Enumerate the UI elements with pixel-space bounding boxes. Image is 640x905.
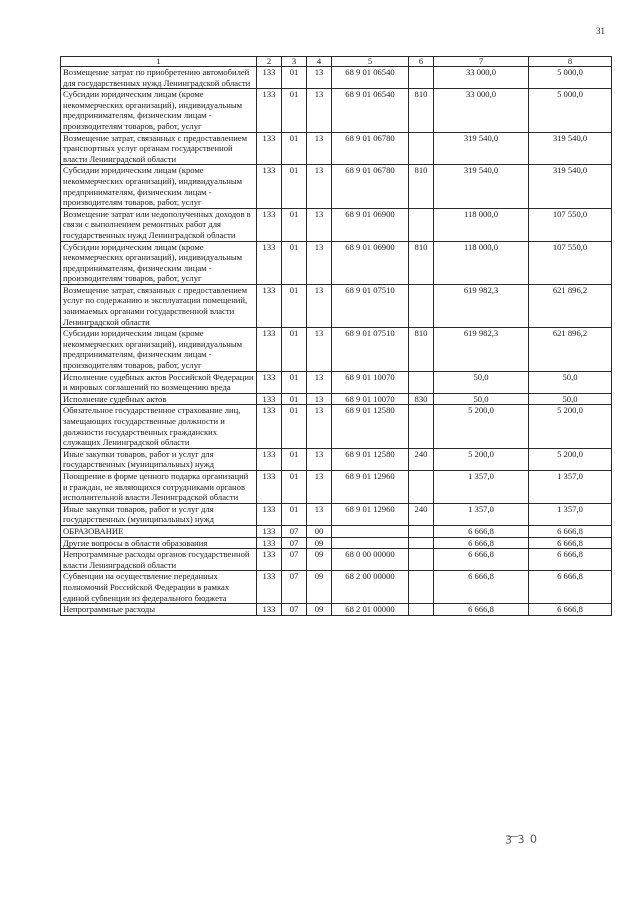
row-name-cell: Возмещение затрат, связанных с предоставлением транспортных услуг органам государственной власти Ленинградской области xyxy=(61,132,257,165)
table-header-row xyxy=(61,57,612,67)
row-code-cell: 133 xyxy=(257,393,282,405)
header-cell: 4 xyxy=(307,57,332,67)
row-target-cell: 68 9 01 06780 xyxy=(332,165,409,208)
row-target-cell: 68 9 01 12580 xyxy=(332,405,409,448)
row-amount-1-cell: 619 982,3 xyxy=(434,284,529,327)
table-row xyxy=(61,284,612,327)
row-amount-2-cell: 50,0 xyxy=(529,371,612,393)
row-amount-1-cell: 319 540,0 xyxy=(434,132,529,165)
table-row xyxy=(61,165,612,208)
row-section-cell: 07 xyxy=(282,604,307,616)
row-type-cell: 830 xyxy=(409,393,434,405)
row-section-cell: 07 xyxy=(282,549,307,571)
row-code-cell: 133 xyxy=(257,604,282,616)
header-cell: 7 xyxy=(434,57,529,67)
row-amount-2-cell: 107 550,0 xyxy=(529,241,612,284)
row-target-cell: 68 2 00 00000 xyxy=(332,571,409,604)
header-cell: 5 xyxy=(332,57,409,67)
row-name-cell: ОБРАЗОВАНИЕ xyxy=(61,525,257,537)
row-section-cell: 01 xyxy=(282,393,307,405)
row-type-cell: 240 xyxy=(409,448,434,470)
row-amount-1-cell: 6 666,8 xyxy=(434,525,529,537)
table-row xyxy=(61,448,612,470)
row-code-cell: 133 xyxy=(257,549,282,571)
row-amount-1-cell: 5 200,0 xyxy=(434,448,529,470)
table-row xyxy=(61,67,612,89)
table-row xyxy=(61,328,612,371)
row-target-cell: 68 9 01 06540 xyxy=(332,67,409,89)
row-target-cell: 68 9 01 10070 xyxy=(332,393,409,405)
row-section-cell: 01 xyxy=(282,241,307,284)
row-type-cell xyxy=(409,371,434,393)
table-row xyxy=(61,604,612,616)
row-amount-2-cell: 6 666,8 xyxy=(529,571,612,604)
row-target-cell xyxy=(332,537,409,549)
row-subsection-cell: 13 xyxy=(307,132,332,165)
header-cell: 1 xyxy=(61,57,257,67)
row-name-cell: Иные закупки товаров, работ и услуг для государственных (муниципальных) нужд xyxy=(61,448,257,470)
row-amount-2-cell: 50,0 xyxy=(529,393,612,405)
row-target-cell: 68 9 01 07510 xyxy=(332,284,409,327)
row-section-cell: 07 xyxy=(282,525,307,537)
row-section-cell: 07 xyxy=(282,571,307,604)
row-amount-1-cell: 1 357,0 xyxy=(434,503,529,525)
row-name-cell: Исполнение судебных актов Российской Федерации и мировых соглашений по возмещению вреда xyxy=(61,371,257,393)
row-code-cell: 133 xyxy=(257,67,282,89)
table-row xyxy=(61,241,612,284)
row-section-cell: 01 xyxy=(282,284,307,327)
row-subsection-cell: 13 xyxy=(307,67,332,89)
row-code-cell: 133 xyxy=(257,241,282,284)
row-type-cell xyxy=(409,67,434,89)
row-amount-1-cell: 5 200,0 xyxy=(434,405,529,448)
row-subsection-cell: 09 xyxy=(307,537,332,549)
row-code-cell: 133 xyxy=(257,470,282,503)
row-name-cell: Возмещение затрат или недополученных доходов в связи с выполнением ремонтных работ для государственных нужд Ленинградской области xyxy=(61,208,257,241)
row-code-cell: 133 xyxy=(257,371,282,393)
row-type-cell: 810 xyxy=(409,328,434,371)
row-target-cell xyxy=(332,525,409,537)
table-row xyxy=(61,503,612,525)
row-name-cell: Субсидии юридическим лицам (кроме некоммерческих организаций), индивидуальным предпринимателям, физическим лицам - производителям товаров, работ, услуг xyxy=(61,241,257,284)
row-name-cell: Субсидии юридическим лицам (кроме некоммерческих организаций), индивидуальным предпринимателям, физическим лицам - производителям товаров, работ, услуг xyxy=(61,328,257,371)
row-amount-2-cell: 6 666,8 xyxy=(529,525,612,537)
row-amount-2-cell: 5 000,0 xyxy=(529,67,612,89)
row-amount-2-cell: 5 200,0 xyxy=(529,448,612,470)
row-code-cell: 133 xyxy=(257,503,282,525)
header-cell: 6 xyxy=(409,57,434,67)
row-code-cell: 133 xyxy=(257,448,282,470)
row-subsection-cell: 13 xyxy=(307,371,332,393)
row-target-cell: 68 0 00 00000 xyxy=(332,549,409,571)
row-section-cell: 07 xyxy=(282,537,307,549)
row-name-cell: Поощрение в форме ценного подарка организаций и граждан, не являющихся сотрудниками органов исполнительной власти Ленинградской области xyxy=(61,470,257,503)
row-amount-1-cell: 33 000,0 xyxy=(434,89,529,132)
row-type-cell: 810 xyxy=(409,241,434,284)
row-type-cell xyxy=(409,208,434,241)
row-subsection-cell: 13 xyxy=(307,284,332,327)
row-target-cell: 68 9 01 06900 xyxy=(332,208,409,241)
row-target-cell: 68 9 01 06540 xyxy=(332,89,409,132)
row-amount-1-cell: 118 000,0 xyxy=(434,208,529,241)
row-code-cell: 133 xyxy=(257,208,282,241)
table-row xyxy=(61,132,612,165)
row-amount-1-cell: 50,0 xyxy=(434,371,529,393)
row-type-cell xyxy=(409,537,434,549)
row-name-cell: Субсидии юридическим лицам (кроме некоммерческих организаций), индивидуальным предпринимателям, физическим лицам - производителям товаров, работ, услуг xyxy=(61,165,257,208)
row-amount-2-cell: 1 357,0 xyxy=(529,470,612,503)
table-row xyxy=(61,393,612,405)
row-section-cell: 01 xyxy=(282,67,307,89)
row-code-cell: 133 xyxy=(257,328,282,371)
row-subsection-cell: 13 xyxy=(307,393,332,405)
row-amount-2-cell: 6 666,8 xyxy=(529,537,612,549)
row-amount-1-cell: 319 540,0 xyxy=(434,165,529,208)
row-subsection-cell: 09 xyxy=(307,549,332,571)
row-amount-1-cell: 619 982,3 xyxy=(434,328,529,371)
row-target-cell: 68 9 01 12960 xyxy=(332,470,409,503)
row-code-cell: 133 xyxy=(257,89,282,132)
row-section-cell: 01 xyxy=(282,165,307,208)
row-section-cell: 01 xyxy=(282,132,307,165)
row-subsection-cell: 13 xyxy=(307,165,332,208)
row-subsection-cell: 13 xyxy=(307,241,332,284)
row-amount-2-cell: 107 550,0 xyxy=(529,208,612,241)
row-section-cell: 01 xyxy=(282,503,307,525)
row-section-cell: 01 xyxy=(282,208,307,241)
header-cell: 8 xyxy=(529,57,612,67)
row-subsection-cell: 13 xyxy=(307,89,332,132)
row-amount-1-cell: 6 666,8 xyxy=(434,549,529,571)
row-amount-2-cell: 319 540,0 xyxy=(529,132,612,165)
table-row xyxy=(61,405,612,448)
row-subsection-cell: 09 xyxy=(307,604,332,616)
row-code-cell: 133 xyxy=(257,284,282,327)
row-amount-1-cell: 118 000,0 xyxy=(434,241,529,284)
row-subsection-cell: 13 xyxy=(307,208,332,241)
row-amount-2-cell: 1 357,0 xyxy=(529,503,612,525)
row-type-cell xyxy=(409,525,434,537)
row-target-cell: 68 9 01 07510 xyxy=(332,328,409,371)
row-type-cell xyxy=(409,284,434,327)
table-row xyxy=(61,371,612,393)
table-row xyxy=(61,537,612,549)
row-amount-1-cell: 6 666,8 xyxy=(434,537,529,549)
row-subsection-cell: 13 xyxy=(307,328,332,371)
row-target-cell: 68 9 01 10070 xyxy=(332,371,409,393)
row-subsection-cell: 13 xyxy=(307,405,332,448)
row-code-cell: 133 xyxy=(257,537,282,549)
row-section-cell: 01 xyxy=(282,89,307,132)
row-amount-2-cell: 621 896,2 xyxy=(529,328,612,371)
table-row xyxy=(61,525,612,537)
row-subsection-cell: 00 xyxy=(307,525,332,537)
row-type-cell xyxy=(409,571,434,604)
row-amount-2-cell: 6 666,8 xyxy=(529,549,612,571)
row-section-cell: 01 xyxy=(282,328,307,371)
row-amount-2-cell: 5 200,0 xyxy=(529,405,612,448)
row-code-cell: 133 xyxy=(257,571,282,604)
row-amount-2-cell: 621 896,2 xyxy=(529,284,612,327)
row-name-cell: Исполнение судебных актов xyxy=(61,393,257,405)
table-row xyxy=(61,549,612,571)
row-type-cell: 810 xyxy=(409,89,434,132)
table-row xyxy=(61,571,612,604)
row-name-cell: Непрограммные расходы органов государственной власти Ленинградской области xyxy=(61,549,257,571)
row-amount-2-cell: 5 000,0 xyxy=(529,89,612,132)
row-amount-2-cell: 6 666,8 xyxy=(529,604,612,616)
row-amount-1-cell: 1 357,0 xyxy=(434,470,529,503)
row-section-cell: 01 xyxy=(282,371,307,393)
row-section-cell: 01 xyxy=(282,405,307,448)
row-amount-2-cell: 319 540,0 xyxy=(529,165,612,208)
row-target-cell: 68 9 01 12960 xyxy=(332,503,409,525)
table-row xyxy=(61,470,612,503)
row-amount-1-cell: 6 666,8 xyxy=(434,571,529,604)
row-type-cell xyxy=(409,549,434,571)
row-subsection-cell: 13 xyxy=(307,470,332,503)
row-name-cell: Возмещение затрат по приобретению автомобилей для государственных нужд Ленинградской области xyxy=(61,67,257,89)
row-subsection-cell: 13 xyxy=(307,503,332,525)
row-name-cell: Субвенции на осуществление переданных полномочий Российской Федерации в рамках единой субвенции из федерального бюджета xyxy=(61,571,257,604)
row-subsection-cell: 09 xyxy=(307,571,332,604)
table-row xyxy=(61,208,612,241)
row-code-cell: 133 xyxy=(257,525,282,537)
row-target-cell: 68 9 01 12580 xyxy=(332,448,409,470)
row-name-cell: Непрограммные расходы xyxy=(61,604,257,616)
row-subsection-cell: 13 xyxy=(307,448,332,470)
row-section-cell: 01 xyxy=(282,470,307,503)
row-amount-1-cell: 33 000,0 xyxy=(434,67,529,89)
row-type-cell xyxy=(409,405,434,448)
row-name-cell: Иные закупки товаров, работ и услуг для государственных (муниципальных) нужд xyxy=(61,503,257,525)
row-amount-1-cell: 6 666,8 xyxy=(434,604,529,616)
row-type-cell xyxy=(409,470,434,503)
row-amount-1-cell: 50,0 xyxy=(434,393,529,405)
row-target-cell: 68 9 01 06900 xyxy=(332,241,409,284)
row-type-cell xyxy=(409,604,434,616)
header-cell: 2 xyxy=(257,57,282,67)
row-type-cell: 810 xyxy=(409,165,434,208)
handwritten-stamp: 3 3 0 xyxy=(504,832,539,847)
row-type-cell xyxy=(409,132,434,165)
row-type-cell: 240 xyxy=(409,503,434,525)
row-name-cell: Возмещение затрат, связанных с предоставлением услуг по содержанию и эксплуатации помещений, занимаемых органами государственной власти Ленинградской области xyxy=(61,284,257,327)
page-number: 31 xyxy=(596,26,605,36)
table-row xyxy=(61,89,612,132)
row-target-cell: 68 2 01 00000 xyxy=(332,604,409,616)
row-code-cell: 133 xyxy=(257,132,282,165)
row-code-cell: 133 xyxy=(257,165,282,208)
row-name-cell: Обязательное государственное страхование лиц, замещающих государственные должности и должности государственных гражданских служащих Ленинградской области xyxy=(61,405,257,448)
row-code-cell: 133 xyxy=(257,405,282,448)
row-name-cell: Субсидии юридическим лицам (кроме некоммерческих организаций), индивидуальным предпринимателям, физическим лицам - производителям товаров, работ, услуг xyxy=(61,89,257,132)
budget-table xyxy=(60,56,612,616)
row-target-cell: 68 9 01 06780 xyxy=(332,132,409,165)
header-cell: 3 xyxy=(282,57,307,67)
row-name-cell: Другие вопросы в области образования xyxy=(61,537,257,549)
row-section-cell: 01 xyxy=(282,448,307,470)
